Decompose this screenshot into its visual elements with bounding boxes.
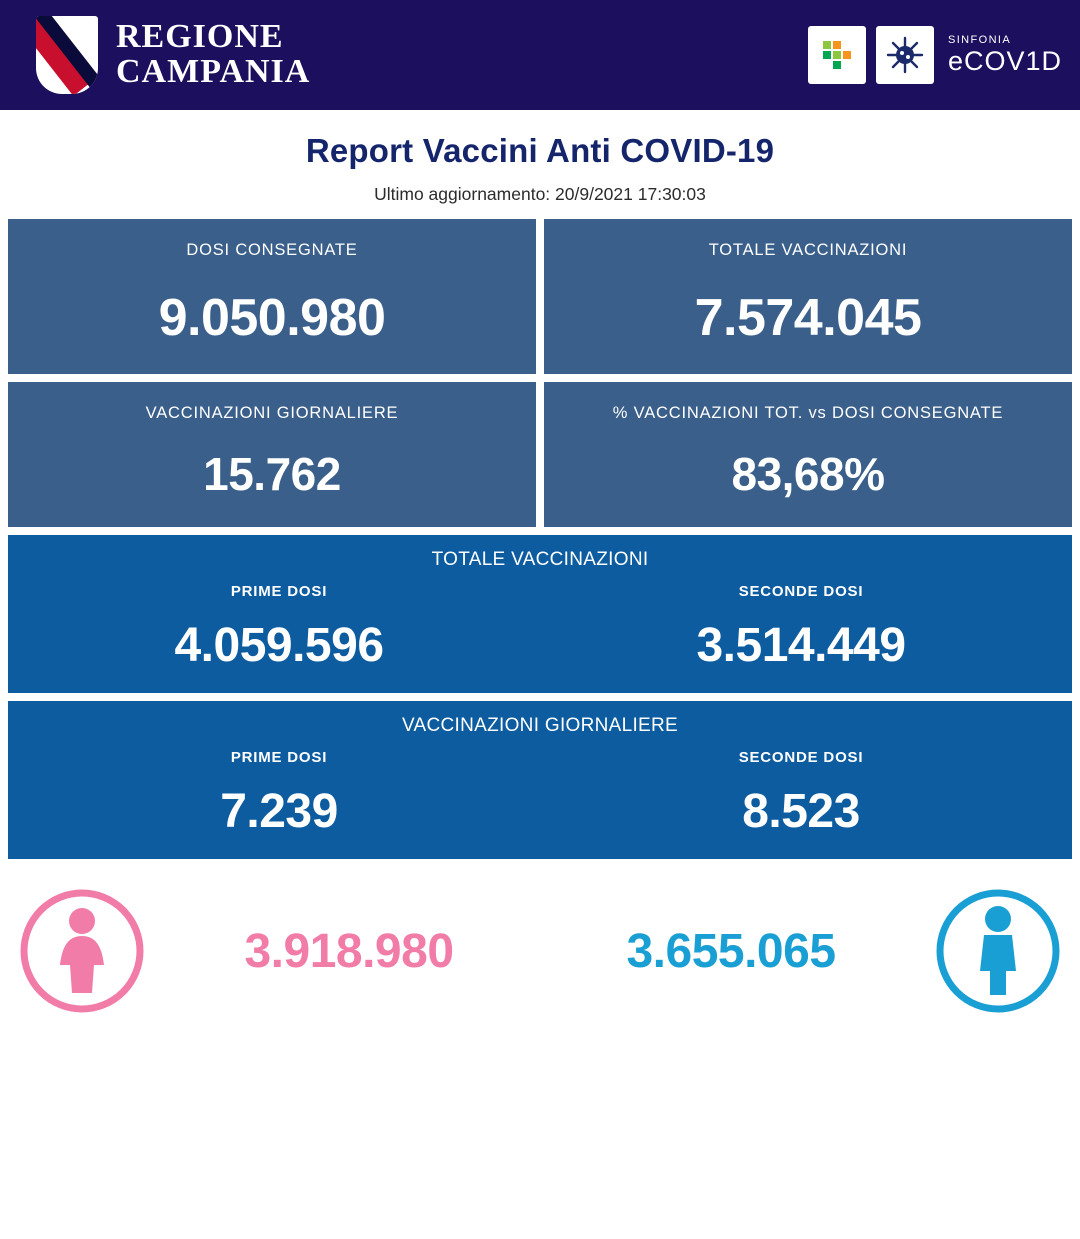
panel-column-seconde-dosi: [540, 749, 1062, 839]
stat-card-totale-vaccinazioni: [544, 219, 1072, 374]
sinfonia-logo-icon: [808, 26, 866, 84]
male-total: 3.655.065: [626, 924, 836, 978]
stats-grid: [0, 219, 1080, 859]
column-label: PRIME DOSI: [230, 749, 328, 766]
stat-card-percentuale-vaccinazioni: [544, 382, 1072, 527]
male-icon: [932, 885, 1064, 1017]
ecovid-label: eCOV1D: [947, 45, 1062, 76]
stat-card-vaccinazioni-giornaliere: [8, 382, 536, 527]
column-label: PRIME DOSI: [230, 583, 328, 600]
sinfonia-label: SINFONIA: [947, 34, 1012, 47]
campania-crest-icon: [36, 16, 98, 94]
stat-card-dosi-consegnate: [8, 219, 536, 374]
female-icon: [16, 885, 148, 1017]
stat-value: 15.762: [203, 448, 341, 500]
panel-column-prime-dosi: [18, 749, 540, 839]
title-block: [0, 110, 1080, 205]
stat-label: % VACCINAZIONI TOT. vs DOSI CONSEGNATE: [612, 404, 1004, 422]
gender-values: [148, 924, 932, 979]
column-value: 4.059.596: [174, 619, 384, 672]
column-value: 8.523: [742, 785, 860, 838]
stat-value: 9.050.980: [158, 289, 386, 347]
last-update-text: Ultimo aggiornamento: 20/9/2021 17:30:03: [374, 184, 706, 204]
gender-breakdown: [0, 867, 1080, 1027]
stats-row-1: [8, 219, 1072, 374]
panel-totale-vaccinazioni: [8, 535, 1072, 693]
virus-logo-icon: [876, 26, 934, 84]
brand-text: [116, 20, 310, 89]
stat-label: TOTALE VACCINAZIONI: [708, 241, 908, 259]
brand-line-1: REGIONE: [116, 18, 284, 56]
panel-column-seconde-dosi: [540, 583, 1062, 673]
panel-columns: [18, 583, 1062, 673]
column-value: 7.239: [220, 785, 338, 838]
panel-title: TOTALE VACCINAZIONI: [431, 549, 649, 570]
stats-row-2: [8, 382, 1072, 527]
page-title: Report Vaccini Anti COVID-19: [305, 132, 775, 169]
page-header: [0, 0, 1080, 110]
ecovid-wordmark: [944, 35, 1062, 75]
stat-value: 7.574.045: [694, 289, 922, 347]
partner-logos: [808, 26, 1062, 84]
regione-campania-brand: [36, 16, 310, 94]
column-value: 3.514.449: [696, 619, 906, 672]
female-total: 3.918.980: [244, 924, 454, 978]
panel-columns: [18, 749, 1062, 839]
panel-title: VACCINAZIONI GIORNALIERE: [401, 715, 679, 736]
column-label: SECONDE DOSI: [738, 583, 864, 600]
stat-label: DOSI CONSEGNATE: [186, 241, 358, 259]
stat-value: 83,68%: [731, 448, 885, 500]
brand-line-2: CAMPANIA: [116, 53, 311, 90]
column-label: SECONDE DOSI: [738, 749, 864, 766]
panel-column-prime-dosi: [18, 583, 540, 673]
stat-label: VACCINAZIONI GIORNALIERE: [145, 404, 399, 422]
panel-vaccinazioni-giornaliere: [8, 701, 1072, 859]
